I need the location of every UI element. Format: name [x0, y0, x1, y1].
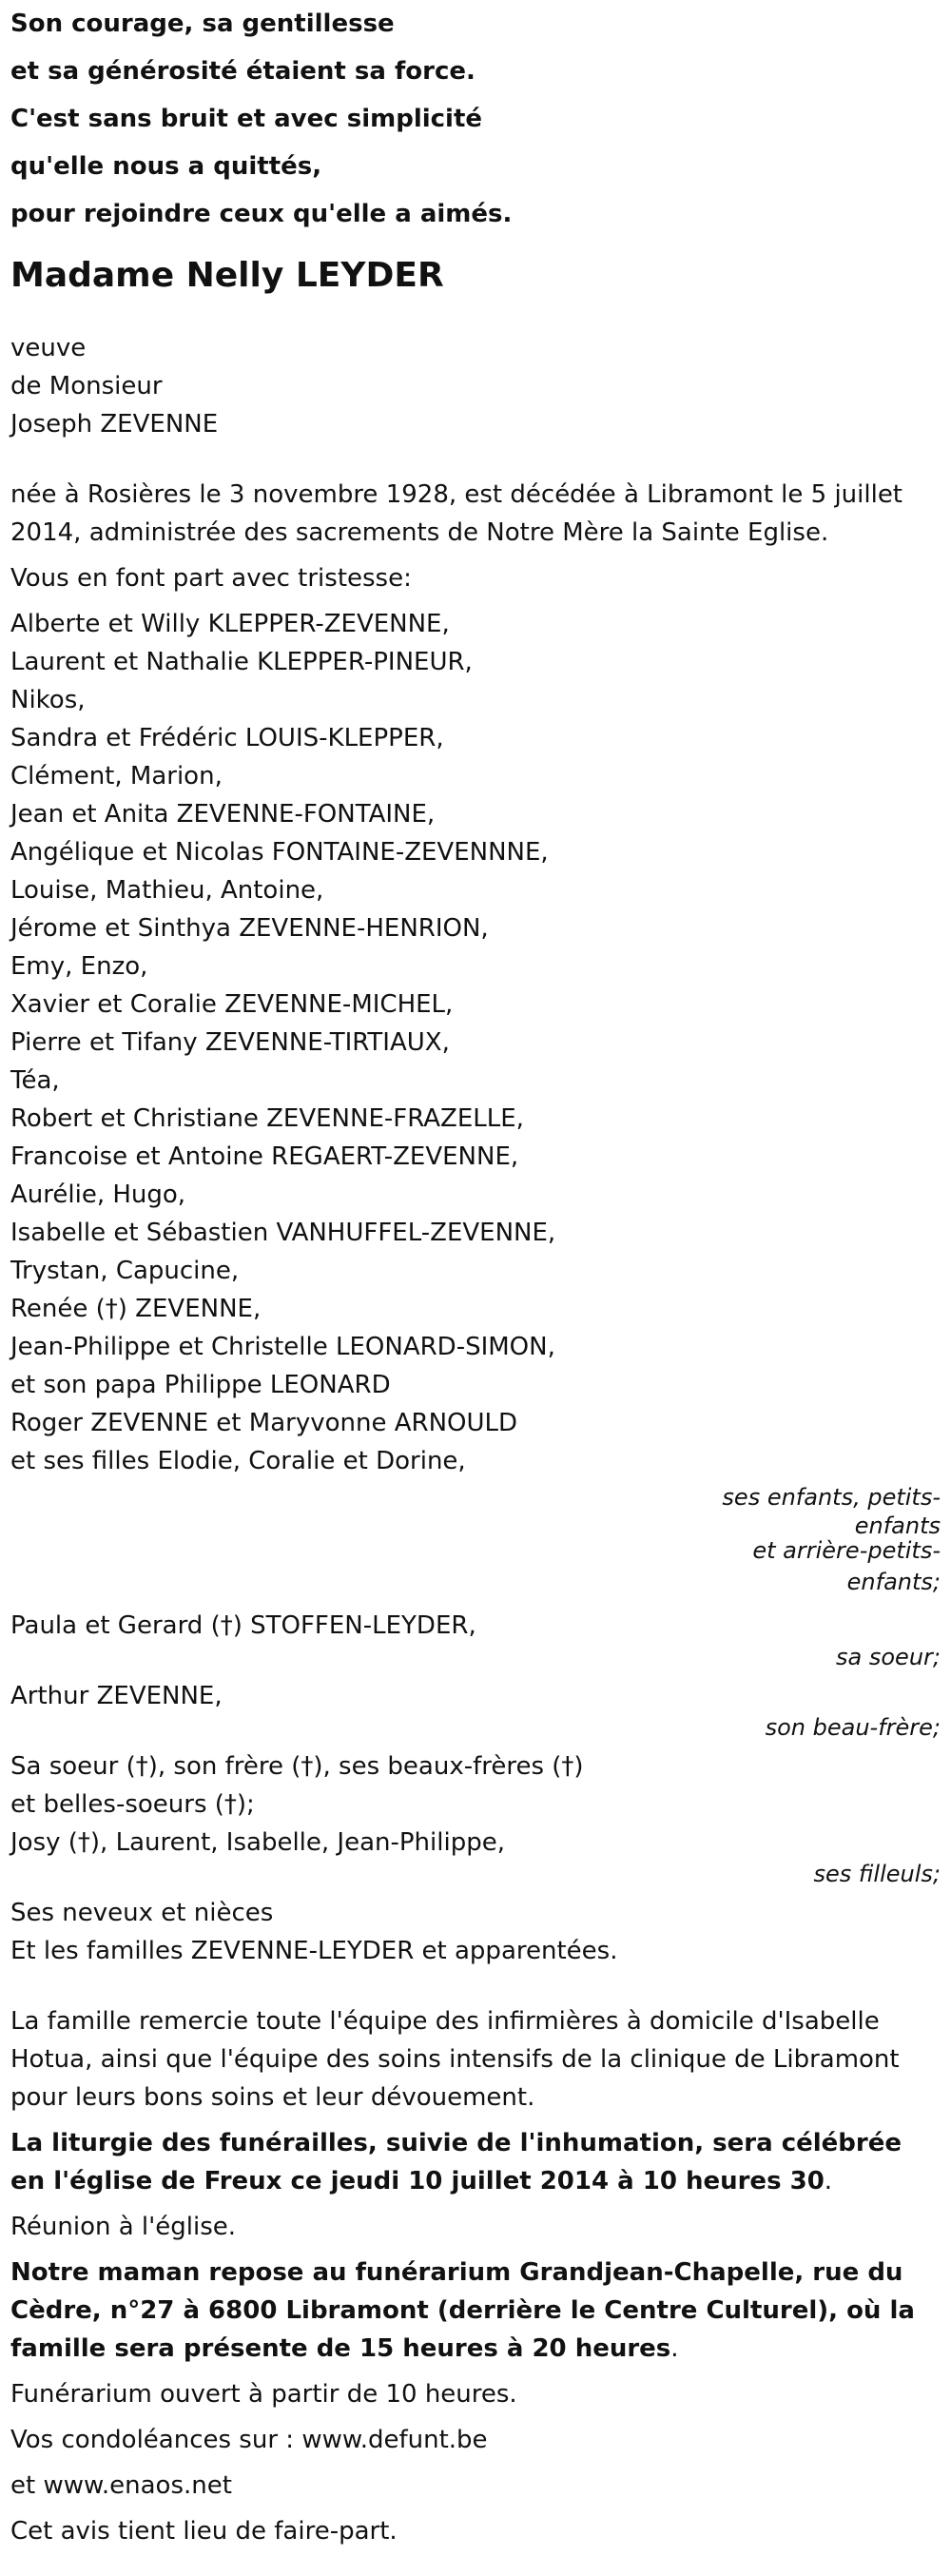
role-line: enfants [854, 1512, 941, 1539]
poem-line: pour rejoindre ceux qu'elle a aimés. [10, 200, 513, 228]
funerarium-end: . [670, 2334, 679, 2363]
godchildren-line: et belles-soeurs (†); [10, 1790, 255, 1819]
condolences-text: Vos condoléances sur : www.defunt.be [10, 2426, 488, 2454]
reunion-text: Réunion à l'église. [10, 2213, 237, 2241]
widow-line: de Monsieur [10, 372, 163, 400]
nephews-line: Et les familles ZEVENNE-LEYDER et apparentées. [10, 1937, 618, 1965]
family-line: Isabelle et Sébastien VANHUFFEL-ZEVENNE, [10, 1219, 556, 1247]
funerarium-bold: Notre maman repose au funérarium Grandjean-Chapelle, rue du Cèdre, n°27 à 6800 Libramont (derrière le Centre Culturel), où la famille sera présente de 15 heures à 20 heures [10, 2258, 915, 2363]
widow-line: veuve [10, 334, 87, 362]
family-line: et ses filles Elodie, Coralie et Dorine, [10, 1447, 466, 1475]
condolences-text-2: et www.enaos.net [10, 2471, 232, 2500]
family-line: Francoise et Antoine REGAERT-ZEVENNE, [10, 1142, 519, 1171]
family-line: Xavier et Coralie ZEVENNE-MICHEL, [10, 990, 454, 1019]
sister-line: Paula et Gerard (†) STOFFEN-LEYDER, [10, 1611, 476, 1640]
brother-in-law-line: Arthur ZEVENNE, [10, 1682, 223, 1710]
widow-line: Joseph ZEVENNE [10, 410, 219, 439]
family-list [10, 605, 941, 1480]
liturgy-bold: La liturgie des funérailles, suivie de l'inhumation, sera célébrée en l'église de Freux ce jeudi 10 juillet 2014 à 10 heures 30 [10, 2129, 902, 2195]
role-line: enfants; [846, 1569, 941, 1595]
family-line: et son papa Philippe LEONARD [10, 1371, 391, 1399]
family-line: Louise, Mathieu, Antoine, [10, 876, 324, 905]
widow-block [10, 329, 941, 443]
poem-line: qu'elle nous a quittés, [10, 152, 322, 181]
family-line: Alberte et Willy KLEPPER-ZEVENNE, [10, 610, 450, 638]
godchildren-line: Sa soeur (†), son frère (†), ses beaux-frères (†) [10, 1752, 584, 1781]
godchildren-line: Josy (†), Laurent, Isabelle, Jean-Philippe, [10, 1828, 505, 1857]
family-line: Jérome et Sinthya ZEVENNE-HENRION, [10, 914, 489, 943]
thanks-text: La famille remercie toute l'équipe des infirmières à domicile d'Isabelle Hotua, ainsi que l'équipe des soins intensifs de la clinique de Libramont pour leurs bons soins et leur dévouement. [10, 2007, 900, 2112]
family-line: Téa, [10, 1066, 60, 1095]
liturgy-end: . [824, 2167, 833, 2195]
birth-death-text: née à Rosières le 3 novembre 1928, est décédée à Libramont le 5 juillet 2014, administrée des sacrements de Notre Mère la Sainte Eglise. [10, 480, 903, 547]
funerarium-text [10, 2254, 941, 2368]
family-line: Pierre et Tifany ZEVENNE-TIRTIAUX, [10, 1028, 450, 1057]
poem-line: et sa générosité étaient sa force. [10, 57, 476, 86]
role-sister: sa soeur; [836, 1644, 941, 1670]
family-line: Sandra et Frédéric LOUIS-KLEPPER, [10, 724, 444, 752]
family-line: Robert et Christiane ZEVENNE-FRAZELLE, [10, 1104, 524, 1133]
nephews-block [10, 1894, 941, 1970]
opening-text: Funérarium ouvert à partir de 10 heures. [10, 2380, 517, 2409]
poem-line: Son courage, sa gentillesse [10, 10, 395, 38]
liturgy-text [10, 2124, 941, 2200]
role-line: et arrière-petits- [752, 1537, 941, 1564]
family-line: Nikos, [10, 686, 86, 714]
godchildren-block [10, 1747, 941, 1862]
announce-text: Vous en font part avec tristesse: [10, 564, 412, 593]
poem [10, 0, 941, 238]
notice-text: Cet avis tient lieu de faire-part. [10, 2517, 398, 2546]
family-line: Laurent et Nathalie KLEPPER-PINEUR, [10, 648, 473, 676]
role-godchildren: ses filleuls; [813, 1861, 941, 1887]
family-line: Jean et Anita ZEVENNE-FONTAINE, [10, 800, 436, 829]
poem-line: C'est sans bruit et avec simplicité [10, 105, 483, 133]
family-line: Aurélie, Hugo, [10, 1181, 186, 1209]
role-line: ses enfants, petits- [722, 1484, 941, 1511]
nephews-line: Ses neveux et nièces [10, 1899, 274, 1927]
family-line: Renée (†) ZEVENNE, [10, 1295, 262, 1323]
family-line: Emy, Enzo, [10, 952, 148, 981]
family-line: Clément, Marion, [10, 762, 223, 790]
family-line: Trystan, Capucine, [10, 1257, 240, 1285]
family-line: Roger ZEVENNE et Maryvonne ARNOULD [10, 1409, 518, 1437]
deceased-name: Madame Nelly LEYDER [10, 256, 444, 295]
family-line: Jean-Philippe et Christelle LEONARD-SIMON, [10, 1333, 555, 1361]
obituary-document [10, 0, 941, 2550]
role-children [10, 1480, 941, 1599]
role-brother-in-law: son beau-frère; [765, 1714, 941, 1741]
family-line: Angélique et Nicolas FONTAINE-ZEVENNNE, [10, 838, 549, 867]
